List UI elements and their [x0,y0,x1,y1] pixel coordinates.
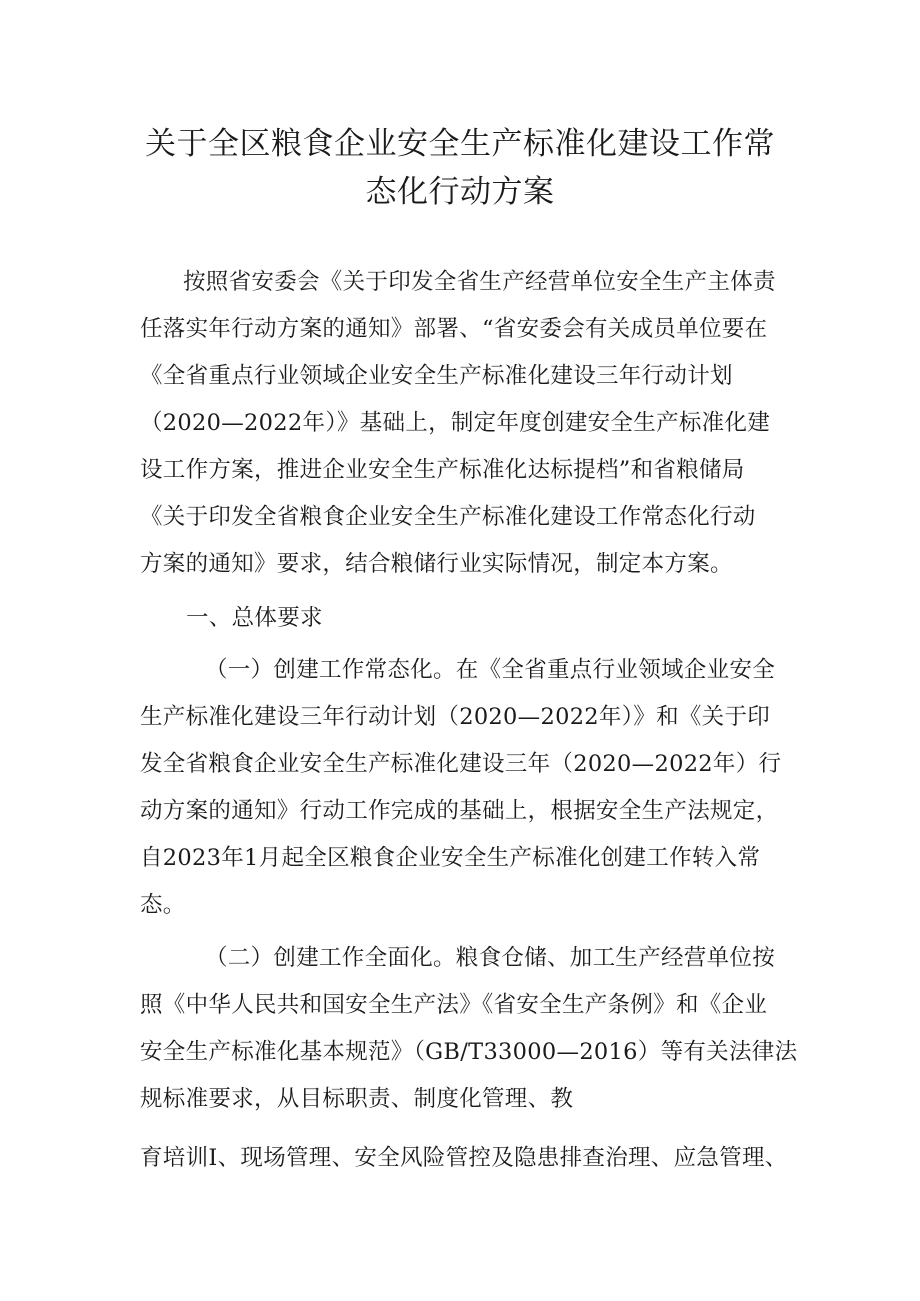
paragraph-line: 动方案的通知》行动工作完成的基础上，根据安全生产法规定， [140,798,779,824]
paragraph-line: （一）创建工作常态化。在《全省重点行业领域企业安全 [205,657,776,683]
paragraph-line: 育培训I、现场管理、安全风险管控及隐患排查治理、应急管理、 [140,1145,788,1171]
paragraph-line: 任落实年行动方案的通知》部署、“省安委会有关成员单位要在 [140,316,768,342]
paragraph-line: （二）创建工作全面化。粮食仓储、加工生产经营单位按 [205,945,776,971]
paragraph-line: （2020—2022年）》基础上，制定年度创建安全生产标准化建 [140,410,771,436]
paragraph-line: 生产标准化建设三年行动计划（2020—2022年）》和《关于印 [140,704,771,730]
paragraph-line: 《关于印发全省粮食企业安全生产标准化建设工作常态化行动 [140,504,756,530]
paragraph-line: 《全省重点行业领域企业安全生产标准化建设三年行动计划 [140,363,733,389]
section-heading: 一、总体要求 [186,605,323,631]
paragraph-line: 自2023年1月起全区粮食企业安全生产标准化创建工作转入常 [140,845,761,871]
paragraph-line: 按照省安委会《关于印发全省生产经营单位安全生产主体责 [183,269,776,295]
title-line-2: 态化行动方案 [365,174,555,210]
paragraph-line: 照《中华人民共和国安全生产法》《省安全生产条例》和《企业 [140,992,768,1018]
title-line-1: 关于全区粮食企业安全生产标准化建设工作常 [145,126,775,162]
paragraph-line: 态。 [140,892,186,918]
paragraph-line: 发全省粮食企业安全生产标准化建设三年（2020—2022年）行 [140,751,782,777]
paragraph-line: 设工作方案，推进企业安全生产标准化达标提档”和省粮储局 [140,457,745,483]
paragraph-line: 规标准要求，从目标职责、制度化管理、教 [140,1086,574,1112]
paragraph-line: 安全生产标准化基本规范》（GB/T33000—2016）等有关法律法 [140,1039,798,1065]
paragraph-line: 方案的通知》要求，结合粮储行业实际情况，制定本方案。 [140,551,733,577]
